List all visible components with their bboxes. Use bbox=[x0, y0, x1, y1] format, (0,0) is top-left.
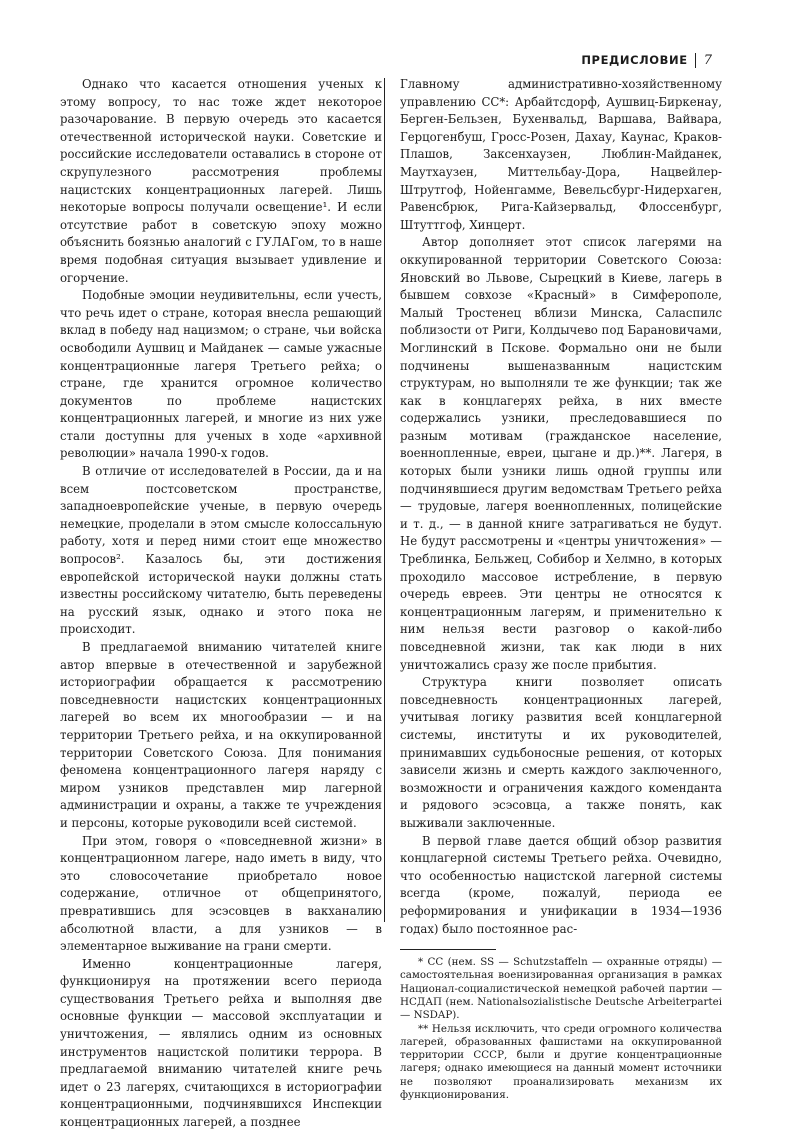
footnote: ** Нельзя исключить, что среди огромного количества лагерей, образованных фашистами на оккупированной территории СССР, были и другие концентрационные лагеря; однако имеющиеся на данный момент источники не позволяют проанализировать механизм их функционирования. bbox=[400, 1022, 722, 1102]
page-number: 7 bbox=[703, 52, 712, 68]
body-paragraph: В первой главе дается общий обзор развития концлагерной системы Третьего рейха. Очевидно, что особенностью нацистской лагерной системы всегда (кроме, пожалуй, периода ее реформирования и унификации в 1934—1936 годах) было постоянное рас- bbox=[400, 833, 722, 936]
body-paragraph: При этом, говоря о «повседневной жизни» в концентрационном лагере, надо иметь в виду, что это словосочетание приобретало новое содержание, отличное от общепринятого, превратившись для эсэсовцев в вакханалию абсолютной власти, а для узников — в элементарное выживание на грани смерти. bbox=[60, 833, 382, 954]
body-paragraph: Однако что касается отношения ученых к этому вопросу, то нас тоже ждет некоторое разочарование. В первую очередь это касается отечественной исторической науки. Советские и российские исследователи оставались в стороне от скрупулезного рассмотрения проблемы нацистских концентрационных лагерей. Лишь некоторые вопросы получали освещение¹. И если отсутствие работ в советскую эпоху можно объяснить боязнью аналогий с ГУЛАГом, то в наше время подобная ситуация вызывает удивление и огорчение. bbox=[60, 77, 382, 285]
footnote-separator bbox=[400, 949, 496, 950]
body-paragraph: Подобные эмоции неудивительны, если учесть, что речь идет о стране, которая внесла решающий вклад в победу над нацизмом; о стране, чьи войска освободили Аушвиц и Майданек — самые ужасные концентрационные лагеря Третьего рейха; о стране, где хранится огромное количество документов по проблеме нацистских концентрационных лагерей, и многие из них уже стали доступны для ученых в ходе «архивной революции» начала 1990-х годов. bbox=[60, 288, 382, 461]
body-paragraph: Автор дополняет этот список лагерями на оккупированной территории Советского Союза: Яновский во Львове, Сырецкий в Киеве, лагерь в бывшем совхозе «Красный» в Симферополе, Малый Тростенец вблизи Минска, Саласпилс поблизости от Риги, Колдычево под Барановичами, Моглинский в Пскове. Формально они не были подчинены вышеназванным нацистским структурам, но выполняли те же функции; так же как в концлагерях рейха, в них вместе содержались узники, преследовавшиеся по разным мотивам (гражданское население, военнопленные, евреи, цыгане и др.)**. Лагеря, в которых были узники лишь одной группы или подчинявшиеся другим ведомствам Третьего рейха — трудовые, лагеря военнопленных, полицейские и т. д., — в данной книге затрагиваться не будут. Не будут рассмотрены и «центры уничтожения» — Треблинка, Бельжец, Собибор и Хелмно, в которых проходило массовое истребление, в первую очередь евреев. Эти центры не относятся к концентрационным лагерям, и применительно к ним нельзя вести разговор о какой-либо повседневной жизни, так как люди в них уничтожались сразу же после прибытия. bbox=[400, 235, 722, 672]
body-paragraph: В отличие от исследователей в России, да и на всем постсоветском пространстве, западноевропейские ученые, в первую очередь немецкие, проделали в этом смысле колоссальную работу, хотя и перед ними стоит еще множество вопросов². Казалось бы, эти достижения европейской исторической науки должны стать известны российскому читателю, быть переведены на русский язык, однако и этого пока не происходит. bbox=[60, 464, 382, 637]
body-paragraph: Главному административно-хозяйственному управлению СС*: Арбайтсдорф, Аушвиц-Биркенау, Берген-Бельзен, Бухенвальд, Варшава, Вайвара, Герцогенбуш, Гросс-Розен, Дахау, Каунас, Краков-Плашов, Заксенхаузен, Люблин-Майданек, Маутхаузен, Миттельбау-Дора, Нацвейлер-Штрутгоф, Нойенгамме, Вевельсбург-Нидерхаген, Равенсбрюк, Рига-Кайзервальд, Флоссенбург, Штуттгоф, Хинцерт. bbox=[400, 77, 722, 232]
column-divider bbox=[384, 78, 385, 922]
body-paragraph: В предлагаемой вниманию читателей книге автор впервые в отечественной и зарубежной историографии обращается к рассмотрению повседневности нацистских концентрационных лагерей во всем их многообразии — и на территории Третьего рейха, и на оккупированной территории Советского Союза. Для понимания феномена концентрационного лагеря наряду с миром узников представлен мир лагерной администрации и охраны, а также те учреждения и персоны, которые руководили всей системой. bbox=[60, 640, 382, 830]
header-divider bbox=[695, 53, 696, 68]
page-header bbox=[581, 50, 712, 70]
body-paragraph: Структура книги позволяет описать повседневность концентрационных лагерей, учитывая логику развития всей концлагерной системы, институты и их руководителей, принимавших судьбоносные решения, от которых зависели жизнь и смерть каждого заключенного, возможности и ограничения каждого коменданта и рядового эсэсовца, а также понять, как выживали заключенные. bbox=[400, 675, 722, 830]
body-paragraph: Именно концентрационные лагеря, функционируя на протяжении всего периода существования Третьего рейха и выполняя две основные функции — массовой эксплуатации и уничтожения, — являлись одним из основных инструментов нацистской политики террора. В предлагаемой вниманию читателей книге речь идет о 23 лагерях, считающихся в историографии концентрационными, подчинявшихся Инспекции концентрационных лагерей, а позднее bbox=[60, 956, 382, 1130]
footnote: * СС (нем. SS — Schutzstaffeln — охранные отряды) — самостоятельная военизированная организация в рамках Национал-социалистической немецкой рабочей партии — НСДАП (нем. Nationalsozialistische Deutsche Arbeiterpartei — NSDAP). bbox=[400, 956, 722, 1022]
left-column bbox=[60, 76, 382, 1130]
right-column bbox=[400, 76, 722, 1102]
running-section-title: ПРЕДИСЛОВИЕ bbox=[581, 53, 688, 67]
